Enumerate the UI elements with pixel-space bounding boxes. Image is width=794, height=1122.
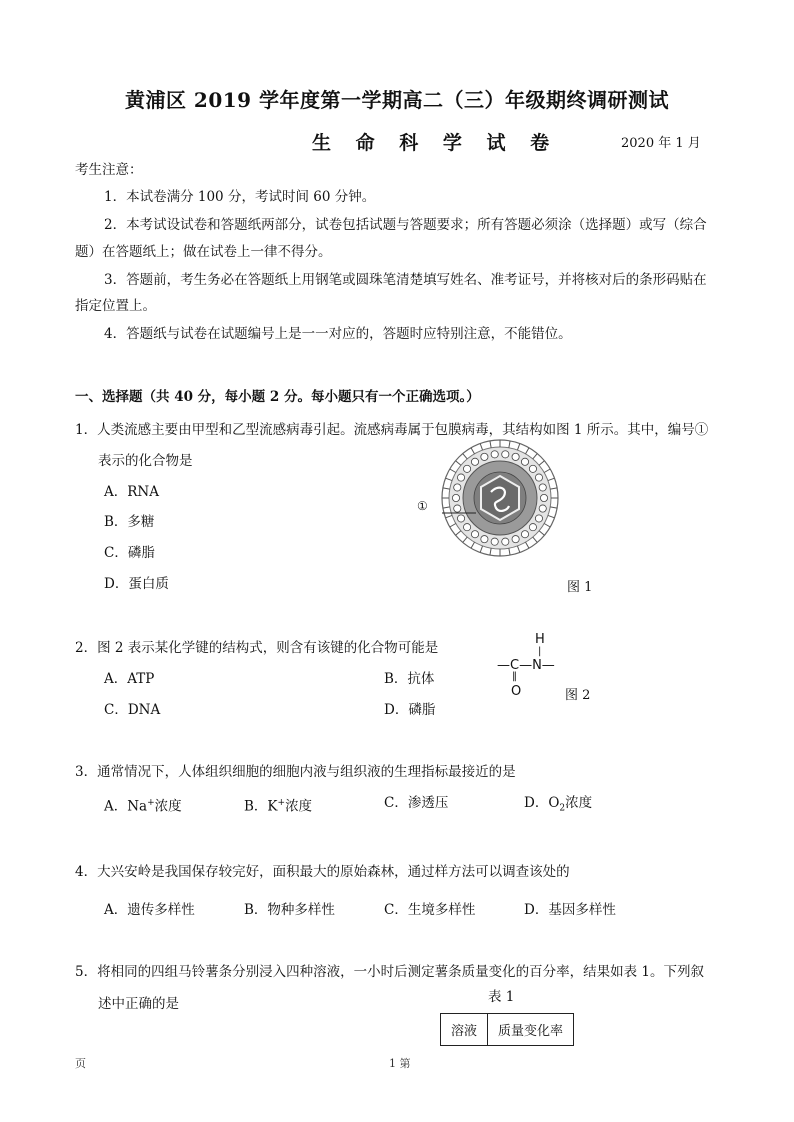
q4-option-b: B．物种多样性	[244, 902, 335, 918]
envelope-lipid-head	[540, 494, 547, 501]
q4-option-c: C．生境多样性	[384, 902, 476, 918]
envelope-spike	[544, 469, 550, 473]
envelope-lipid-head	[454, 505, 461, 512]
envelope-spike	[533, 454, 537, 459]
q4-stem: 4．大兴安岭是我国保存较完好，面积最大的原始森林，通过样方法可以调查该处的	[75, 864, 570, 880]
footer-page-number: 1 第	[389, 1057, 411, 1070]
q5-stem: 5．将相同的四组马铃薯条分别浸入四种溶液，一小时后测定薯条质量变化的百分率，结果如表 1。下列叙	[75, 964, 704, 980]
envelope-lipid-head	[521, 458, 528, 465]
envelope-lipid-head	[521, 531, 528, 538]
envelope-spike	[445, 515, 452, 517]
notice-label: 考生注意：	[75, 162, 143, 178]
q1-option-d: D．蛋白质	[104, 576, 169, 592]
envelope-spike	[490, 441, 491, 448]
envelope-lipid-head	[457, 515, 464, 522]
q2-stem: 2．图 2 表示某化学键的结构式，则含有该键的化合物可能是	[75, 640, 439, 656]
q3-option-d: D．$O_2$浓度	[524, 795, 593, 814]
virus-structure-diagram	[436, 436, 564, 560]
footer-left: 页	[75, 1057, 86, 1070]
q3-option-c: C．渗透压	[384, 795, 449, 811]
envelope-spike	[480, 546, 482, 553]
bond-double-line: ‖	[512, 671, 517, 682]
envelope-spike	[526, 542, 530, 548]
envelope-spike	[517, 443, 519, 450]
exam-title: 黄浦区 2019 学年度第一学期高二（三）年级期终调研测试	[124, 88, 670, 112]
envelope-spike	[490, 548, 491, 555]
envelope-spike	[533, 537, 537, 542]
q3-option-a: A．Na+浓度	[104, 798, 182, 815]
envelope-spike	[509, 441, 510, 448]
envelope-lipid-head	[491, 538, 498, 545]
envelope-lipid-head	[463, 465, 470, 472]
envelope-spike	[456, 461, 461, 465]
envelope-spike	[450, 524, 456, 528]
envelope-lipid-head	[502, 538, 509, 545]
envelope-spike	[509, 548, 510, 555]
notice-item-continued: 题）在答题纸上；做在试卷上一律不得分。	[75, 244, 332, 260]
envelope-spike	[456, 531, 461, 535]
notice-item-continued: 指定位置上。	[75, 298, 156, 314]
q1-stem: 1．人类流感主要由甲型和乙型流感病毒引起。流感病毒属于包膜病毒，其结构如图 1 所示。其中，编号①	[75, 422, 709, 438]
table1	[440, 1013, 574, 1046]
envelope-lipid-head	[463, 524, 470, 531]
envelope-lipid-head	[471, 531, 478, 538]
envelope-lipid-head	[512, 453, 519, 460]
notice-item: 2．本考试设试卷和答题纸两部分，试卷包括试题与答题要求；所有答题必须涂（选择题）或写（综合	[104, 217, 707, 233]
bond-hydrogen: H	[535, 632, 545, 647]
envelope-lipid-head	[471, 458, 478, 465]
envelope-spike	[539, 531, 544, 535]
envelope-spike	[550, 507, 557, 508]
q5-stem-continued: 述中正确的是	[98, 996, 179, 1012]
envelope-lipid-head	[481, 536, 488, 543]
table-header-mass-change: 质量变化率	[488, 1014, 574, 1046]
q2-option-d: D．磷脂	[384, 702, 436, 718]
q1-option-c: C．磷脂	[104, 545, 155, 561]
bond-structure: —C—N—	[497, 658, 555, 673]
exam-date: 2020 年 1 月	[621, 136, 701, 151]
notice-item: 3．答题前，考生务必在答题纸上用钢笔或圆珠笔清楚填写姓名、准考证号，并将核对后的条形码贴在	[104, 272, 707, 288]
envelope-spike	[445, 478, 452, 480]
section-heading: 一、选择题（共 40 分，每小题 2 分。每小题只有一个正确选项。）	[75, 389, 480, 405]
envelope-lipid-head	[457, 474, 464, 481]
q4-option-a: A．遗传多样性	[104, 902, 195, 918]
envelope-spike	[471, 542, 475, 548]
envelope-spike	[526, 448, 530, 454]
envelope-lipid-head	[529, 465, 536, 472]
envelope-lipid-head	[512, 536, 519, 543]
envelope-spike	[443, 488, 450, 489]
q2-option-c: C．DNA	[104, 702, 161, 718]
envelope-spike	[544, 524, 550, 528]
q1-stem-continued: 表示的化合物是	[98, 453, 193, 469]
envelope-lipid-head	[452, 494, 459, 501]
figure1-caption: 图 1	[567, 580, 593, 595]
envelope-spike	[550, 488, 557, 489]
envelope-spike	[548, 515, 555, 517]
envelope-spike	[450, 469, 456, 473]
envelope-spike	[463, 454, 467, 459]
envelope-spike	[517, 546, 519, 553]
q3-option-b: B．K+浓度	[244, 798, 313, 815]
envelope-lipid-head	[539, 505, 546, 512]
envelope-spike	[463, 537, 467, 542]
table1-caption: 表 1	[488, 989, 515, 1005]
q2-option-b: B．抗体	[384, 671, 435, 687]
notice-item: 1．本试卷满分 100 分，考试时间 60 分钟。	[104, 189, 376, 205]
envelope-lipid-head	[491, 451, 498, 458]
envelope-lipid-head	[481, 453, 488, 460]
envelope-lipid-head	[529, 524, 536, 531]
envelope-lipid-head	[539, 484, 546, 491]
q2-option-a: A．ATP	[104, 671, 155, 687]
q1-option-a: A．RNA	[104, 484, 159, 500]
envelope-lipid-head	[454, 484, 461, 491]
bond-oxygen: O	[511, 684, 522, 699]
envelope-lipid-head	[535, 474, 542, 481]
envelope-lipid-head	[535, 515, 542, 522]
exam-subtitle: 生 命 科 学 试 卷	[312, 132, 559, 154]
notice-item: 4．答题纸与试卷在试题编号上是一一对应的，答题时应特别注意，不能错位。	[104, 326, 572, 342]
envelope-spike	[480, 443, 482, 450]
q4-option-d: D．基因多样性	[524, 902, 616, 918]
envelope-spike	[471, 448, 475, 454]
envelope-spike	[443, 507, 450, 508]
envelope-lipid-head	[502, 451, 509, 458]
table-header-solution: 溶液	[441, 1014, 488, 1046]
figure2-caption: 图 2	[565, 688, 591, 703]
figure1-marker: ①	[417, 499, 428, 513]
q1-option-b: B．多糖	[104, 514, 155, 530]
envelope-spike	[539, 461, 544, 465]
q3-stem: 3．通常情况下，人体组织细胞的细胞内液与组织液的生理指标最接近的是	[75, 764, 516, 780]
envelope-spike	[548, 478, 555, 480]
